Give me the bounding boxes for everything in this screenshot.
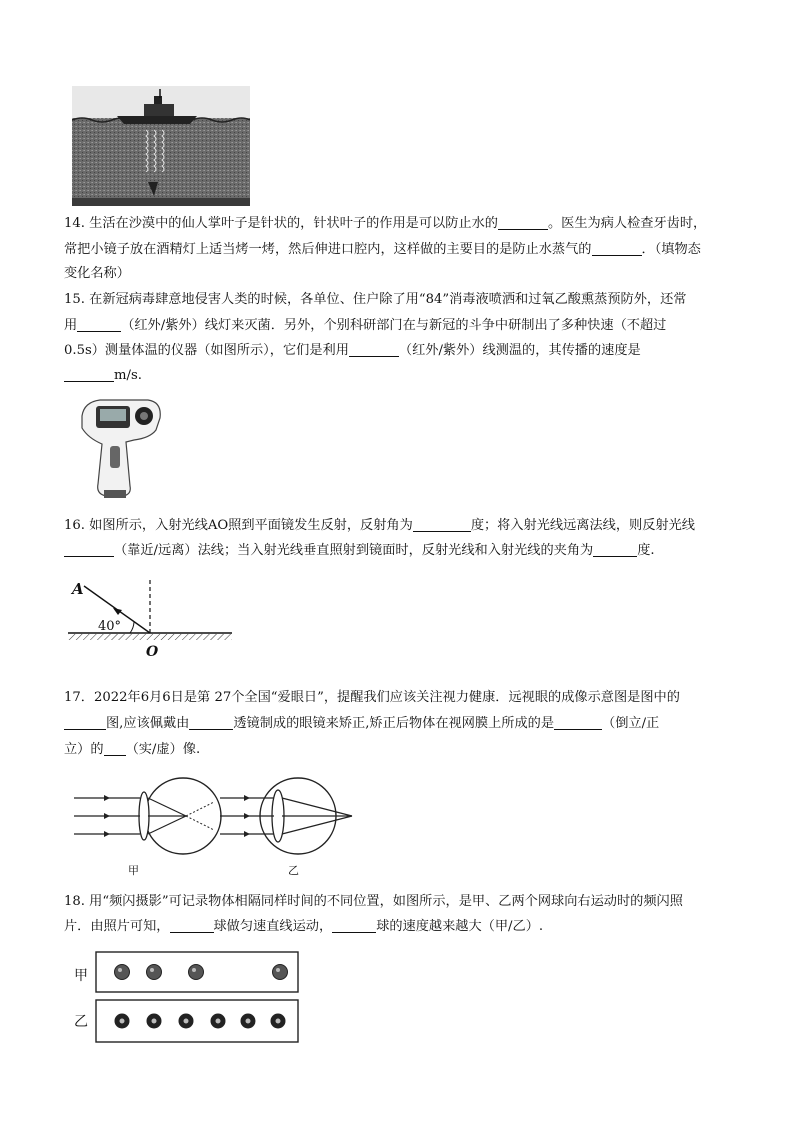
q16-blank-2[interactable]: [64, 542, 114, 557]
point-a-label: A: [72, 580, 84, 598]
q16-blank-1[interactable]: [413, 517, 471, 532]
q14-line-1: 14. 生活在沙漠中的仙人掌叶子是针状的，针状叶子的作用是可以防止水的 。医生为病人检查牙齿时，: [64, 216, 707, 231]
q14-blank-2[interactable]: [592, 241, 642, 256]
q17-line-1: 17．2022年6月6日是第 27个全国“爱眼日”，提醒我们应该关注视力健康．远视眼的成像示意图是图中的: [64, 690, 680, 705]
q17-blank-1[interactable]: [64, 715, 106, 730]
q18-line-2: 片．由照片可知， 球做匀速直线运动， 球的速度越来越大（甲/乙）.: [64, 919, 544, 934]
q14-line-2: 常把小镜子放在酒精灯上适当烤一烤，然后伸进口腔内，这样做的主要目的是防止水蒸气的 ．（填物态: [64, 242, 701, 257]
q15-blank-1[interactable]: [77, 317, 121, 332]
q18-blank-1[interactable]: [170, 918, 214, 933]
q16-line-1: 16. 如图所示，入射光线AO照到平面镜发生反射，反射角为 度；将入射光线远离法线，则反射光线: [64, 518, 695, 533]
ship-sonar-figure: [72, 86, 250, 206]
q17-blank-3[interactable]: [554, 715, 602, 730]
q16-blank-3[interactable]: [593, 542, 637, 557]
svg-text:甲: 甲: [128, 864, 139, 877]
strobe-photo-figure: [68, 946, 304, 1050]
svg-text:乙: 乙: [288, 864, 299, 877]
eye-jia: [74, 778, 221, 877]
q15-line-4: m/s.: [64, 366, 744, 386]
point-o-label: O: [146, 644, 159, 660]
reflection-figure: [66, 572, 236, 664]
row-label-jia: 甲: [74, 968, 88, 984]
q14-line-3: 变化名称）: [64, 266, 130, 281]
q15-blank-3[interactable]: [64, 367, 114, 382]
arrow-icon: [113, 608, 122, 615]
q18-line-1: 18. 用“频闪摄影”可记录物体相隔同样时间的不同位置，如图所示，是甲、乙两个网球向右运动时的频闪照: [64, 894, 683, 909]
q14-blank-1[interactable]: [498, 215, 548, 230]
q15-blank-2[interactable]: [349, 342, 399, 357]
q15-line-3: 0.5s）测量体温的仪器（如图所示），它们是利用 （红外/紫外）线测温的，其传播的速度是: [64, 343, 641, 358]
thermometer-gun-figure: [70, 394, 168, 502]
row-label-yi: 乙: [74, 1014, 88, 1030]
q17-blank-2[interactable]: [189, 715, 233, 730]
q17-blank-4[interactable]: [104, 741, 126, 756]
eye-diagram-figure: [68, 768, 364, 878]
angle-label: 40°: [98, 619, 122, 634]
q18-blank-2[interactable]: [332, 918, 376, 933]
q15-line-2: 用 （红外/紫外）线灯来灭菌．另外，个别科研部门在与新冠的斗争中研制出了多种快速（不超过: [64, 318, 667, 333]
eye-yi: [220, 778, 352, 877]
q17-line-2: 图,应该佩戴由 透镜制成的眼镜来矫正,矫正后物体在视网膜上所成的是 （倒立/正: [64, 714, 744, 734]
q15-line-1: 15. 在新冠病毒肆意地侵害人类的时候，各单位、住户除了用“84”消毒液喷洒和过氧乙酸熏蒸预防外，还常: [64, 292, 687, 307]
q16-line-2: （靠近/远离）法线；当入射光线垂直照射到镜面时，反射光线和入射光线的夹角为 度.: [64, 541, 744, 561]
q17-line-3: 立）的 （实/虚）像.: [64, 742, 201, 757]
